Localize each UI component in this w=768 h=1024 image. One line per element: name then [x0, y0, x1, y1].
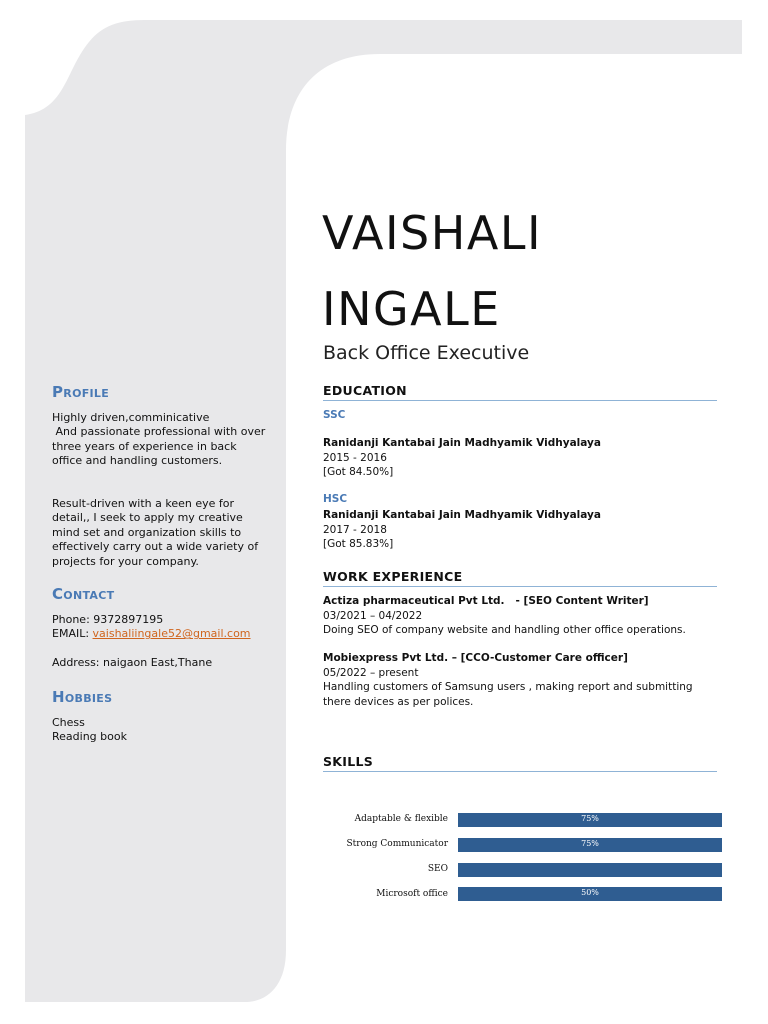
- profile-line: office and handling customers.: [52, 454, 223, 468]
- skill-bar: [458, 838, 722, 852]
- profile-summary: [52, 411, 272, 469]
- education-level: SSC: [323, 409, 346, 421]
- skill-bar: [458, 863, 722, 877]
- education-entry: [323, 508, 723, 552]
- job-title-company: Actiza pharmaceutical Pvt Ltd. - [SEO Content Writer]: [323, 595, 649, 607]
- email-label: EMAIL:: [52, 627, 93, 641]
- education-entry: [323, 436, 723, 480]
- skill-bar: [458, 813, 722, 827]
- job-title: Back Office Executive: [323, 342, 530, 364]
- work-entry: [323, 594, 723, 638]
- skills-heading: SKILLS: [323, 754, 717, 772]
- education-result: [Got 85.83%]: [323, 538, 394, 550]
- skill-level-label: 75%: [581, 839, 599, 848]
- job-description: Handling customers of Samsung users , making report and submitting: [323, 681, 693, 693]
- hobby-item: Reading book: [52, 730, 127, 744]
- job-dates: 03/2021 – 04/2022: [323, 609, 423, 622]
- skill-level-label: 75%: [581, 814, 599, 823]
- education-level: HSC: [323, 493, 348, 505]
- job-title-company: Mobiexpress Pvt Ltd. – [CCO-Customer Care officer]: [323, 652, 628, 664]
- profile-line: detail,, I seek to apply my creative: [52, 511, 243, 525]
- education-years: 2015 - 2016: [323, 451, 387, 464]
- hobby-item: Chess: [52, 716, 85, 729]
- email-link[interactable]: vaishaliingale52@gmail.com: [92, 627, 251, 641]
- hobbies-heading: Hobbies: [52, 688, 113, 706]
- profile-line: projects for your company.: [52, 554, 199, 568]
- profile-line: mind set and organization skills to: [52, 525, 242, 539]
- education-result: [Got 84.50%]: [323, 466, 394, 478]
- job-description: Doing SEO of company website and handling other office operations.: [323, 624, 686, 636]
- contact-email-row: [52, 627, 272, 641]
- skill-name: Adaptable & flexible: [354, 814, 448, 824]
- skill-level-label: 50%: [581, 888, 599, 897]
- profile-objective: [52, 497, 272, 569]
- job-dates: 05/2022 – present: [323, 666, 419, 679]
- skill-name: SEO: [427, 864, 448, 874]
- profile-line: And passionate professional with over: [52, 425, 266, 439]
- skill-bar: [458, 887, 722, 901]
- profile-line: effectively carry out a wide variety of: [52, 540, 259, 554]
- education-heading: EDUCATION: [323, 383, 717, 401]
- profile-line: Result-driven with a keen eye for: [52, 497, 234, 510]
- education-years: 2017 - 2018: [323, 523, 387, 536]
- school-name: Ranidanji Kantabai Jain Madhyamik Vidhyalaya: [323, 509, 601, 521]
- hobbies-list: [52, 716, 272, 745]
- profile-line: three years of experience in back: [52, 439, 237, 453]
- first-name: VAISHALI: [322, 206, 543, 260]
- work-heading: WORK EXPERIENCE: [323, 569, 717, 587]
- work-entry: [323, 651, 723, 709]
- skill-name: Strong Communicator: [346, 839, 448, 849]
- contact-phone: Phone: 9372897195: [52, 613, 164, 626]
- contact-heading: Contact: [52, 585, 115, 603]
- contact-address: Address: naigaon East,Thane: [52, 655, 213, 669]
- skill-name: Microsoft office: [376, 889, 448, 899]
- profile-line: Highly driven,comminicative: [52, 411, 210, 424]
- last-name: INGALE: [322, 282, 501, 336]
- school-name: Ranidanji Kantabai Jain Madhyamik Vidhyalaya: [323, 437, 601, 449]
- profile-heading: Profile: [52, 383, 110, 401]
- job-description: there devices as per polices.: [323, 695, 474, 708]
- contact-details: [52, 613, 272, 670]
